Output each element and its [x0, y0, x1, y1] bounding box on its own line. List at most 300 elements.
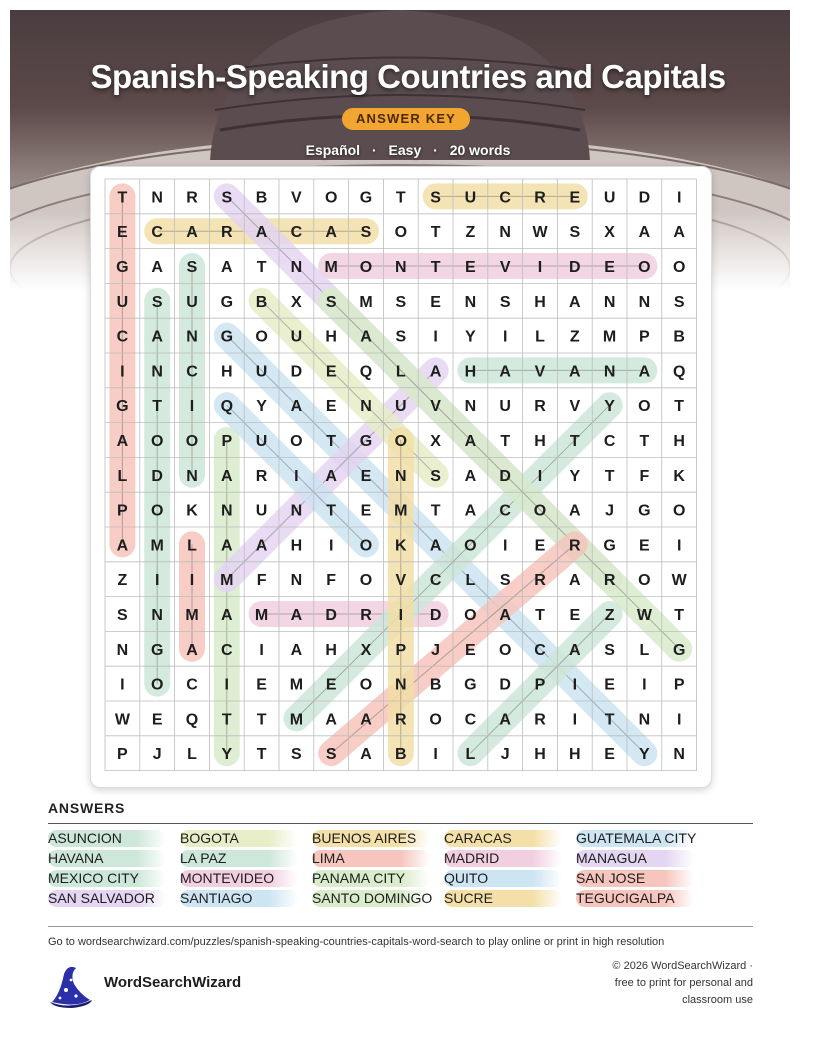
- grid-letter: H: [290, 537, 303, 555]
- grid-letter: H: [221, 363, 233, 381]
- grid-letter: G: [116, 258, 129, 276]
- grid-letter: M: [394, 502, 408, 520]
- grid-letter: P: [221, 432, 233, 450]
- grid-letter: E: [569, 606, 581, 624]
- grid-letter: C: [429, 572, 442, 590]
- grid-letter: I: [120, 676, 125, 694]
- grid-letter: A: [360, 746, 372, 764]
- grid-letter: H: [325, 641, 337, 659]
- grid-letter: H: [534, 432, 546, 450]
- grid-letter: N: [290, 572, 303, 590]
- grid-letter: T: [430, 258, 441, 276]
- grid-letter: S: [186, 258, 198, 276]
- grid-letter: K: [395, 537, 407, 555]
- grid-letter: T: [326, 502, 337, 520]
- grid-letter: A: [290, 641, 303, 659]
- grid-letter: A: [325, 711, 337, 729]
- grid-letter: I: [328, 537, 334, 555]
- grid-letter: I: [189, 398, 195, 416]
- grid-letter: J: [605, 502, 615, 520]
- grid-letter: C: [186, 363, 198, 381]
- grid-letter: S: [151, 293, 163, 311]
- grid-letter: A: [499, 363, 511, 381]
- grid-letter: A: [499, 606, 511, 624]
- grid-letter: I: [537, 258, 543, 276]
- grid-letter: B: [429, 676, 442, 694]
- grid-letter: I: [676, 711, 682, 729]
- grid-letter: A: [221, 258, 233, 276]
- grid-letter: A: [464, 432, 477, 450]
- copyright-line: © 2026 WordSearchWizard ·: [612, 960, 753, 972]
- grid-letter: O: [324, 189, 338, 207]
- grid-letter: T: [604, 711, 615, 729]
- grid-letter: M: [359, 293, 373, 311]
- grid-letter: O: [638, 258, 651, 276]
- grid-letter: C: [464, 711, 477, 729]
- grid-letter: E: [639, 537, 650, 555]
- grid-letter: C: [186, 676, 198, 694]
- brand-name: WordSearchWizard: [104, 974, 242, 991]
- answer-word: SAN JOSE: [576, 870, 694, 887]
- grid-letter: V: [499, 258, 511, 276]
- footer-divider: [48, 926, 753, 927]
- grid-letter: M: [254, 606, 269, 624]
- grid-letter: N: [395, 467, 407, 485]
- answer-word: MANAGUA: [576, 850, 694, 867]
- grid-letter: N: [151, 363, 163, 381]
- separator-dot: ·: [371, 142, 377, 158]
- grid-letter: U: [499, 398, 511, 416]
- grid-letter: I: [502, 328, 508, 346]
- grid-letter: O: [150, 502, 164, 520]
- answer-word: LA PAZ: [180, 850, 298, 867]
- grid-letter: Y: [569, 467, 581, 485]
- answer-word: ASUNCION: [48, 830, 166, 847]
- answer-word: MADRID: [444, 850, 562, 867]
- grid-letter: S: [325, 293, 337, 311]
- grid-letter: B: [395, 746, 407, 764]
- grid-letter: V: [430, 398, 441, 416]
- grid-letter: O: [672, 502, 686, 520]
- grid-letter: B: [255, 189, 268, 207]
- answer-word: CARACAS: [444, 830, 562, 847]
- answer-word: BUENOS AIRES: [312, 830, 430, 847]
- grid-letter: Y: [221, 746, 233, 764]
- copyright-line: classroom use: [682, 994, 753, 1006]
- grid-letter: D: [569, 258, 581, 276]
- grid-letter: L: [117, 467, 128, 485]
- grid-letter: T: [674, 398, 685, 416]
- grid-letter: G: [672, 641, 686, 659]
- grid-letter: Q: [220, 398, 234, 416]
- grid-letter: D: [499, 676, 511, 694]
- grid-letter: H: [673, 432, 685, 450]
- grid-letter: V: [395, 572, 407, 590]
- grid-letter: T: [256, 258, 267, 276]
- grid-letter: A: [638, 224, 651, 242]
- grid-letter: T: [256, 746, 267, 764]
- grid-letter: F: [256, 572, 267, 590]
- grid-letter: T: [569, 432, 580, 450]
- grid-letter: C: [151, 224, 163, 242]
- grid-letter: G: [359, 189, 373, 207]
- grid-letter: I: [224, 676, 230, 694]
- grid-letter: Y: [639, 746, 650, 764]
- grid-letter: B: [255, 293, 268, 311]
- grid-letter: A: [325, 224, 337, 242]
- grid-letter: H: [569, 746, 581, 764]
- grid-letter: A: [638, 363, 651, 381]
- grid-letter: L: [639, 641, 650, 659]
- grid-letter: N: [464, 293, 477, 311]
- answers-divider: [48, 823, 753, 824]
- grid-letter: I: [537, 467, 543, 485]
- answer-word: QUITO: [444, 870, 562, 887]
- grid-letter: S: [291, 746, 302, 764]
- grid-letter: S: [569, 224, 581, 242]
- grid-letter: I: [120, 363, 125, 381]
- answer-word: MONTEVIDEO: [180, 870, 298, 887]
- answer-key-badge: ANSWER KEY: [342, 108, 470, 130]
- grid-letter: N: [290, 502, 303, 520]
- grid-letter: E: [360, 502, 372, 520]
- grid-letter: O: [150, 432, 164, 450]
- footer-link-text[interactable]: Go to wordsearchwizard.com/puzzles/spanish-speaking-countries-capitals-word-search to play online or print in high resolution: [48, 936, 665, 948]
- grid-letter: O: [638, 572, 651, 590]
- word-count-label: 20 words: [449, 142, 511, 158]
- grid-letter: D: [325, 606, 337, 624]
- grid-letter: R: [569, 537, 581, 555]
- grid-letter: L: [465, 572, 476, 590]
- grid-letter: M: [289, 676, 304, 694]
- grid-letter: G: [150, 641, 164, 659]
- answer-word: PANAMA CITY: [312, 870, 430, 887]
- grid-letter: G: [116, 398, 129, 416]
- grid-letter: N: [151, 606, 163, 624]
- grid-letter: A: [221, 606, 233, 624]
- grid-letter: D: [290, 363, 303, 381]
- grid-letter: A: [360, 711, 372, 729]
- word-search-grid: [104, 178, 698, 772]
- grid-letter: G: [638, 502, 651, 520]
- grid-letter: M: [324, 258, 338, 276]
- grid-letter: C: [221, 641, 233, 659]
- grid-letter: A: [569, 293, 581, 311]
- grid-letter: R: [534, 711, 546, 729]
- grid-letter: Y: [604, 398, 615, 416]
- grid-letter: T: [674, 606, 685, 624]
- grid-letter: I: [294, 467, 299, 485]
- grid-letter: M: [185, 606, 199, 624]
- grid-letter: A: [464, 467, 477, 485]
- grid-letter: Z: [604, 606, 615, 624]
- grid-letter: U: [395, 398, 407, 416]
- grid-letter: A: [673, 224, 685, 242]
- grid-letter: P: [395, 641, 407, 659]
- grid-letter: R: [534, 398, 546, 416]
- grid-letter: U: [186, 293, 198, 311]
- grid-letter: E: [604, 676, 615, 694]
- grid-letter: H: [325, 328, 337, 346]
- copyright-line: free to print for personal and: [614, 977, 753, 989]
- grid-letter: T: [326, 432, 337, 450]
- grid-letter: A: [186, 641, 198, 659]
- grid-letter: E: [465, 258, 476, 276]
- grid-letter: S: [499, 572, 511, 590]
- grid-letter: O: [498, 641, 512, 659]
- grid-letter: O: [255, 328, 268, 346]
- grid-letter: I: [259, 641, 264, 659]
- grid-letter: A: [429, 537, 442, 555]
- grid-letter: I: [676, 189, 682, 207]
- grid-letter: C: [499, 189, 511, 207]
- grid-letter: D: [429, 606, 442, 624]
- grid-letter: A: [464, 502, 477, 520]
- grid-letter: F: [639, 467, 650, 485]
- grid-letter: A: [360, 328, 372, 346]
- grid-letter: I: [433, 328, 438, 346]
- grid-letter: T: [500, 432, 511, 450]
- grid-letter: E: [604, 746, 615, 764]
- grid-letter: D: [638, 189, 651, 207]
- grid-letter: S: [117, 606, 128, 624]
- grid-letter: Q: [185, 711, 199, 729]
- grid-letter: W: [671, 572, 687, 590]
- grid-letter: F: [326, 572, 337, 590]
- grid-letter: A: [116, 537, 129, 555]
- answer-word: TEGUCIGALPA: [576, 890, 694, 907]
- grid-letter: W: [636, 606, 652, 624]
- grid-letter: B: [673, 328, 685, 346]
- grid-letter: L: [187, 537, 197, 555]
- grid-letter: V: [569, 398, 581, 416]
- copyright-notice: [553, 958, 753, 1009]
- grid-letter: O: [359, 537, 373, 555]
- grid-letter: N: [603, 363, 616, 381]
- grid-letter: C: [290, 224, 303, 242]
- grid-letter: N: [221, 502, 233, 520]
- grid-letter: O: [394, 432, 408, 450]
- grid-letter: U: [290, 328, 303, 346]
- grid-letter: R: [360, 606, 372, 624]
- grid-letter: A: [116, 432, 129, 450]
- grid-letter: O: [429, 711, 442, 729]
- grid-letter: S: [325, 746, 337, 764]
- grid-letter: N: [499, 224, 511, 242]
- grid-letter: V: [534, 363, 546, 381]
- grid-letter: O: [359, 258, 373, 276]
- grid-letter: R: [255, 467, 268, 485]
- grid-letter: T: [395, 189, 406, 207]
- grid-letter: L: [187, 746, 197, 764]
- grid-letter: T: [152, 398, 163, 416]
- grid-letter: N: [116, 641, 129, 659]
- grid-letter: D: [499, 467, 511, 485]
- grid-letter: C: [116, 328, 129, 346]
- grid-letter: E: [430, 293, 441, 311]
- grid-letter: E: [325, 676, 337, 694]
- grid-letter: D: [151, 467, 163, 485]
- grid-letter: J: [152, 746, 162, 764]
- grid-letter: X: [604, 224, 615, 242]
- grid-letter: R: [221, 224, 233, 242]
- grid-letter: I: [502, 537, 508, 555]
- grid-letter: J: [431, 641, 441, 659]
- grid-letter: R: [186, 189, 198, 207]
- grid-letter: S: [430, 189, 441, 207]
- answers-list: [48, 830, 753, 912]
- grid-letter: S: [673, 293, 685, 311]
- grid-letter: U: [255, 432, 268, 450]
- grid-letter: E: [604, 258, 615, 276]
- grid-letter: I: [572, 711, 578, 729]
- grid-letter: T: [430, 502, 441, 520]
- grid-letter: A: [569, 363, 581, 381]
- grid-letter: I: [642, 676, 647, 694]
- grid-letter: H: [464, 363, 477, 381]
- grid-letter: I: [433, 746, 438, 764]
- grid-letter: E: [325, 398, 337, 416]
- answer-word: SANTIAGO: [180, 890, 298, 907]
- grid-letter: T: [604, 467, 615, 485]
- grid-letter: L: [535, 328, 545, 346]
- grid-letter: Y: [465, 328, 476, 346]
- separator-dot: ·: [433, 142, 438, 158]
- grid-letter: A: [429, 363, 442, 381]
- grid-letter: S: [221, 189, 233, 207]
- grid-letter: A: [290, 398, 303, 416]
- grid-letter: A: [499, 711, 511, 729]
- grid-letter: A: [221, 537, 233, 555]
- grid-letter: G: [603, 537, 616, 555]
- grid-letter: M: [602, 328, 617, 346]
- grid-letter: L: [465, 746, 476, 764]
- grid-letter: E: [256, 676, 267, 694]
- grid-letter: C: [499, 502, 511, 520]
- grid-letter: P: [117, 746, 128, 764]
- grid-letter: Z: [117, 572, 128, 590]
- grid-letter: O: [150, 676, 164, 694]
- grid-letter: G: [220, 293, 234, 311]
- grid-letter: J: [500, 746, 510, 764]
- grid-letter: W: [114, 711, 130, 729]
- answer-word: SAN SALVADOR: [48, 890, 166, 907]
- grid-letter: O: [394, 224, 408, 242]
- grid-letter: S: [360, 224, 372, 242]
- grid-letter: N: [638, 293, 651, 311]
- grid-letter: Q: [359, 363, 373, 381]
- grid-letter: N: [673, 746, 685, 764]
- grid-letter: E: [325, 363, 337, 381]
- grid-letter: U: [116, 293, 129, 311]
- grid-letter: N: [186, 328, 198, 346]
- grid-letter: A: [151, 258, 163, 276]
- grid-letter: C: [603, 432, 616, 450]
- puzzle-meta: [0, 142, 816, 158]
- grid-letter: Q: [672, 363, 686, 381]
- grid-letter: K: [673, 467, 685, 485]
- grid-letter: N: [395, 676, 407, 694]
- grid-letter: O: [672, 258, 686, 276]
- grid-letter: V: [291, 189, 302, 207]
- answer-word: SANTO DOMINGO: [312, 890, 433, 906]
- answer-word: GUATEMALA CITY: [576, 830, 697, 846]
- grid-letter: T: [430, 224, 441, 242]
- grid-letter: T: [221, 711, 232, 729]
- grid-letter: S: [499, 293, 511, 311]
- grid-letter: N: [395, 258, 407, 276]
- answer-word: SUCRE: [444, 890, 562, 907]
- grid-letter: I: [572, 676, 578, 694]
- language-label: Español: [305, 142, 361, 158]
- grid-letter: O: [533, 502, 547, 520]
- grid-letter: P: [673, 676, 685, 694]
- grid-letter: R: [603, 572, 616, 590]
- grid-letter: M: [289, 711, 304, 729]
- grid-letter: E: [360, 467, 372, 485]
- grid-letter: P: [639, 328, 650, 346]
- grid-letter: T: [256, 711, 267, 729]
- grid-letter: Z: [465, 224, 476, 242]
- grid-letter: E: [569, 189, 581, 207]
- grid-letter: I: [189, 572, 195, 590]
- grid-letter: Z: [569, 328, 580, 346]
- grid-letter: R: [534, 572, 546, 590]
- grid-letter: I: [398, 606, 404, 624]
- answer-word: BOGOTA: [180, 830, 298, 847]
- grid-letter: A: [186, 224, 198, 242]
- answer-word: MEXICO CITY: [48, 870, 166, 887]
- grid-letter: R: [395, 711, 407, 729]
- grid-letter: T: [117, 189, 128, 207]
- grid-letter: T: [535, 606, 545, 624]
- grid-letter: N: [151, 189, 163, 207]
- grid-letter: T: [639, 432, 650, 450]
- grid-letter: S: [604, 641, 615, 659]
- grid-letter: U: [464, 189, 477, 207]
- grid-letter: Y: [256, 398, 267, 416]
- grid-letter: G: [359, 432, 373, 450]
- grid-letter: A: [569, 572, 581, 590]
- grid-letter: O: [359, 676, 373, 694]
- grid-letter: N: [360, 398, 372, 416]
- grid-letter: M: [150, 537, 164, 555]
- answers-heading: ANSWERS: [48, 800, 126, 816]
- grid-letter: K: [186, 502, 198, 520]
- grid-letter: P: [117, 502, 128, 520]
- grid-letter: G: [464, 676, 477, 694]
- grid-letter: I: [676, 537, 682, 555]
- answer-word: HAVANA: [48, 850, 166, 867]
- grid-letter: E: [117, 224, 128, 242]
- wizard-hat-icon: [46, 964, 94, 1008]
- grid-letter: W: [532, 224, 548, 242]
- grid-letter: O: [359, 572, 373, 590]
- grid-letter: O: [638, 398, 651, 416]
- grid-letter: O: [290, 432, 303, 450]
- grid-letter: G: [220, 328, 234, 346]
- grid-letter: N: [638, 711, 651, 729]
- grid-letter: N: [464, 398, 477, 416]
- grid-letter: C: [534, 641, 546, 659]
- grid-letter: X: [291, 293, 302, 311]
- grid-letter: X: [360, 641, 372, 659]
- difficulty-label: Easy: [388, 142, 422, 158]
- grid-letter: A: [255, 537, 268, 555]
- grid-letter: A: [255, 224, 268, 242]
- answer-word: LIMA: [312, 850, 430, 867]
- page-title: Spanish-Speaking Countries and Capitals: [90, 58, 726, 95]
